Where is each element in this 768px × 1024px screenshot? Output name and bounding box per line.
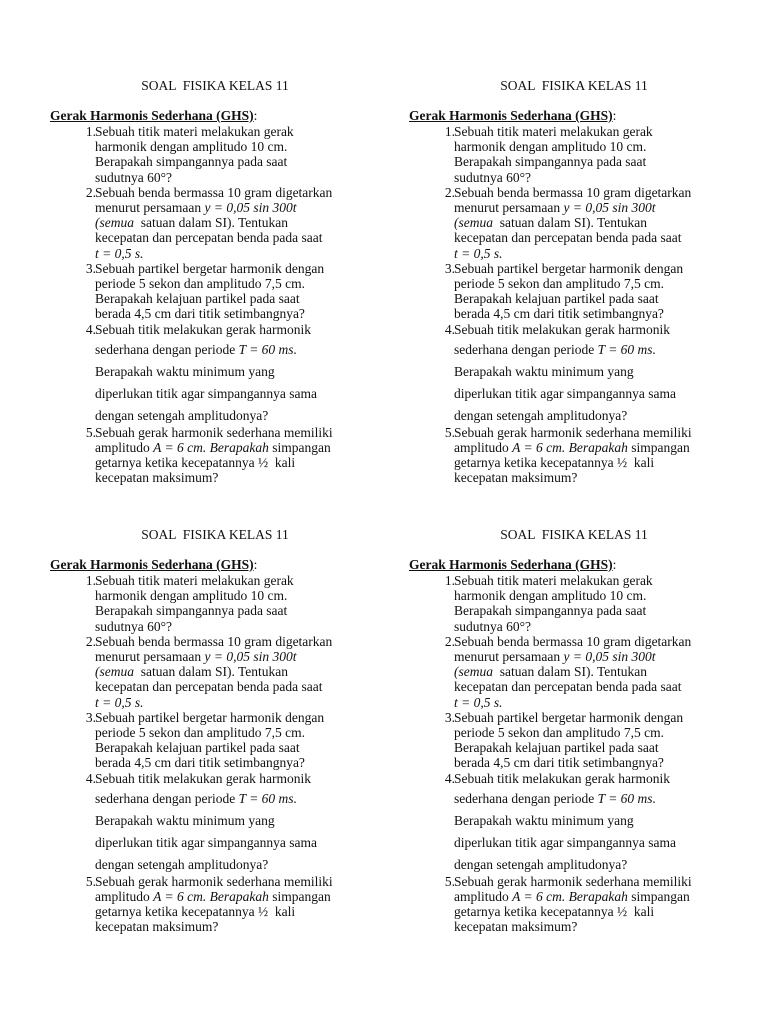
question-text: [454, 710, 738, 771]
question-number: 1.: [444, 124, 455, 139]
question-2: [409, 634, 739, 710]
worksheet-top-right: [409, 78, 739, 486]
question-line: sudutnya 60°?: [95, 618, 173, 634]
question-line: [454, 664, 738, 679]
question-line: Berapakah waktu minimum yang: [454, 363, 634, 379]
question-line: Sebuah titik materi melakukan gerak: [454, 573, 653, 588]
question-line: Sebuah gerak harmonik sederhana memiliki: [454, 424, 692, 440]
question-line: [454, 649, 738, 664]
question-2: [50, 634, 380, 710]
question-text: [454, 634, 738, 710]
question-line-text: satuan dalam SI). Tentukan: [134, 664, 289, 680]
question-line: [95, 889, 379, 904]
question-number: 1.: [444, 573, 455, 588]
question-line-text: menurut persamaan: [95, 649, 205, 665]
question-line: harmonik dengan amplitudo 10 cm.: [454, 588, 647, 604]
question-line: kecepatan dan percepatan benda pada saat: [454, 679, 682, 695]
question-line: Sebuah partikel bergetar harmonik dengan: [95, 709, 325, 725]
question-line: diperlukan titik agar simpangannya sama: [95, 834, 317, 850]
question-line-text: satuan dalam SI). Tentukan: [493, 215, 648, 231]
question-4: [409, 771, 739, 874]
question-list: [50, 124, 380, 486]
section-heading-colon: :: [253, 557, 258, 572]
question-line: berada 4,5 cm dari titik setimbangnya?: [454, 755, 664, 771]
question-number: 5.: [444, 873, 455, 889]
question-number: 5.: [444, 424, 455, 440]
question-text: [454, 124, 738, 185]
question-2: [409, 185, 739, 261]
question-line: Berapakah waktu minimum yang: [454, 812, 634, 828]
question-line: periode 5 sekon dan amplitudo 7,5 cm.: [454, 276, 664, 292]
question-line: getarnya ketika kecepatannya ½ kali: [454, 455, 655, 471]
question-line: [454, 789, 738, 808]
question-line: Berapakah kelajuan partikel pada saat: [95, 740, 300, 756]
question-5: [50, 425, 380, 486]
equation: t = 0,5 s.: [454, 694, 503, 710]
question-number: 3.: [85, 260, 96, 276]
question-line: Berapakah kelajuan partikel pada saat: [454, 740, 659, 756]
question-line-text: simpangan: [627, 889, 690, 905]
question-line: sudutnya 60°?: [454, 169, 532, 185]
question-number: 4.: [444, 770, 455, 786]
question-1: [409, 124, 739, 185]
question-line: harmonik dengan amplitudo 10 cm.: [95, 139, 288, 155]
question-line: Berapakah kelajuan partikel pada saat: [454, 291, 659, 307]
question-line-text: simpangan: [268, 889, 331, 905]
question-number: 4.: [85, 321, 96, 337]
question-number: 1.: [85, 573, 96, 588]
question-text: [95, 322, 379, 425]
question-line: [95, 340, 379, 359]
question-line: Sebuah gerak harmonik sederhana memiliki: [95, 873, 333, 889]
question-line-text: menurut persamaan: [454, 200, 564, 216]
question-line: Sebuah titik materi melakukan gerak: [95, 124, 294, 139]
equation: t = 0,5 s.: [454, 245, 503, 261]
section-heading-colon: :: [612, 557, 617, 572]
question-text: [95, 573, 379, 634]
question-line-text: sederhana dengan periode: [95, 790, 239, 806]
question-line: sudutnya 60°?: [95, 169, 173, 185]
sheet-title: SOAL FISIKA KELAS 11: [141, 78, 289, 93]
question-line: dengan setengah amplitudonya?: [454, 407, 628, 423]
question-text: [95, 710, 379, 771]
question-line-text: simpangan: [268, 440, 331, 456]
question-line: [454, 215, 738, 230]
question-line: [95, 664, 379, 679]
question-5: [409, 425, 739, 486]
question-line: Berapakah simpangannya pada saat: [95, 603, 288, 619]
equation: A = 6 cm. Berapakah: [153, 440, 269, 456]
italic-text: (semua: [454, 215, 493, 231]
equation: T = 60 ms.: [597, 341, 656, 357]
equation: A = 6 cm. Berapakah: [512, 889, 628, 905]
question-1: [50, 124, 380, 185]
question-number: 3.: [444, 709, 455, 725]
question-line: periode 5 sekon dan amplitudo 7,5 cm.: [95, 276, 305, 292]
question-number: 5.: [85, 873, 96, 889]
question-number: 2.: [85, 633, 96, 649]
question-line: Sebuah titik melakukan gerak harmonik: [454, 321, 670, 337]
question-line: Sebuah benda bermassa 10 gram digetarkan: [95, 184, 333, 200]
question-line: Berapakah simpangannya pada saat: [454, 154, 647, 170]
question-line: [95, 440, 379, 455]
question-line: periode 5 sekon dan amplitudo 7,5 cm.: [454, 725, 664, 741]
question-line: [454, 889, 738, 904]
question-list: [50, 573, 380, 935]
question-line: Sebuah gerak harmonik sederhana memiliki: [95, 424, 333, 440]
question-line: Sebuah gerak harmonik sederhana memiliki: [454, 873, 692, 889]
question-3: [50, 710, 380, 771]
question-line: kecepatan maksimum?: [95, 919, 219, 935]
question-line: diperlukan titik agar simpangannya sama: [454, 385, 676, 401]
sheet-title: SOAL FISIKA KELAS 11: [500, 527, 648, 542]
question-line: Sebuah titik melakukan gerak harmonik: [95, 770, 311, 786]
question-line-text: amplitudo: [95, 440, 154, 456]
question-text: [95, 771, 379, 874]
question-line: Berapakah waktu minimum yang: [95, 363, 275, 379]
question-line: berada 4,5 cm dari titik setimbangnya?: [95, 306, 305, 322]
question-5: [409, 874, 739, 935]
equation: t = 0,5 s.: [95, 245, 144, 261]
question-line: berada 4,5 cm dari titik setimbangnya?: [454, 306, 664, 322]
question-line: Sebuah partikel bergetar harmonik dengan: [95, 260, 325, 276]
question-line: dengan setengah amplitudonya?: [454, 856, 628, 872]
question-number: 3.: [444, 260, 455, 276]
question-line-text: amplitudo: [454, 889, 513, 905]
question-line: kecepatan maksimum?: [454, 470, 578, 486]
question-line: harmonik dengan amplitudo 10 cm.: [454, 139, 647, 155]
question-line: diperlukan titik agar simpangannya sama: [454, 834, 676, 850]
question-line: Sebuah titik melakukan gerak harmonik: [454, 770, 670, 786]
question-line-text: amplitudo: [95, 889, 154, 905]
question-4: [50, 322, 380, 425]
question-1: [50, 573, 380, 634]
question-text: [454, 771, 738, 874]
question-number: 1.: [85, 124, 96, 139]
question-line-text: sederhana dengan periode: [95, 341, 239, 357]
question-line: kecepatan maksimum?: [95, 470, 219, 486]
question-line: Sebuah titik materi melakukan gerak: [454, 124, 653, 139]
question-line: Berapakah kelajuan partikel pada saat: [95, 291, 300, 307]
question-line-text: sederhana dengan periode: [454, 790, 598, 806]
question-text: [454, 425, 738, 486]
section-heading: [50, 108, 380, 124]
equation: T = 60 ms.: [238, 790, 297, 806]
section-heading: [409, 108, 739, 124]
equation: t = 0,5 s.: [95, 694, 144, 710]
section-heading-label: Gerak Harmonis Sederhana (GHS): [409, 557, 613, 572]
question-line: Sebuah titik melakukan gerak harmonik: [95, 321, 311, 337]
question-list: [409, 573, 739, 935]
question-line: [454, 340, 738, 359]
question-line: dengan setengah amplitudonya?: [95, 856, 269, 872]
question-line: [95, 789, 379, 808]
question-text: [454, 185, 738, 261]
sheet-title: SOAL FISIKA KELAS 11: [500, 78, 648, 93]
question-line-text: menurut persamaan: [454, 649, 564, 665]
question-line-text: satuan dalam SI). Tentukan: [493, 664, 648, 680]
question-line: getarnya ketika kecepatannya ½ kali: [95, 455, 296, 471]
question-number: 3.: [85, 709, 96, 725]
section-heading: [50, 557, 380, 573]
question-line-text: simpangan: [627, 440, 690, 456]
question-text: [95, 874, 379, 935]
question-line: Berapakah simpangannya pada saat: [95, 154, 288, 170]
equation: y = 0,05 sin 300t: [204, 200, 297, 216]
question-line: kecepatan maksimum?: [454, 919, 578, 935]
question-line: Sebuah benda bermassa 10 gram digetarkan: [454, 633, 692, 649]
question-line: kecepatan dan percepatan benda pada saat: [95, 679, 323, 695]
section-heading: [409, 557, 739, 573]
question-3: [409, 261, 739, 322]
question-4: [409, 322, 739, 425]
question-text: [95, 261, 379, 322]
section-heading-label: Gerak Harmonis Sederhana (GHS): [50, 557, 254, 572]
italic-text: (semua: [95, 664, 134, 680]
italic-text: (semua: [95, 215, 134, 231]
sheet-title: SOAL FISIKA KELAS 11: [141, 527, 289, 542]
question-4: [50, 771, 380, 874]
equation: T = 60 ms.: [597, 790, 656, 806]
equation: y = 0,05 sin 300t: [204, 649, 297, 665]
question-line: [454, 440, 738, 455]
italic-text: (semua: [454, 664, 493, 680]
question-line: Berapakah waktu minimum yang: [95, 812, 275, 828]
question-text: [454, 874, 738, 935]
question-line-text: satuan dalam SI). Tentukan: [134, 215, 289, 231]
question-line-text: amplitudo: [454, 440, 513, 456]
section-heading-colon: :: [612, 108, 617, 123]
question-number: 2.: [444, 184, 455, 200]
question-line: [454, 200, 738, 215]
question-text: [454, 573, 738, 634]
question-line: Sebuah benda bermassa 10 gram digetarkan: [454, 184, 692, 200]
worksheet-bottom-left: [50, 527, 380, 935]
question-line-text: sederhana dengan periode: [454, 341, 598, 357]
question-line: berada 4,5 cm dari titik setimbangnya?: [95, 755, 305, 771]
section-heading-label: Gerak Harmonis Sederhana (GHS): [409, 108, 613, 123]
question-text: [95, 425, 379, 486]
question-line: harmonik dengan amplitudo 10 cm.: [95, 588, 288, 604]
equation: T = 60 ms.: [238, 341, 297, 357]
equation: y = 0,05 sin 300t: [563, 649, 656, 665]
worksheet-top-left: [50, 78, 380, 486]
question-text: [95, 634, 379, 710]
question-line: Sebuah benda bermassa 10 gram digetarkan: [95, 633, 333, 649]
question-text: [95, 124, 379, 185]
equation: A = 6 cm. Berapakah: [153, 889, 269, 905]
question-line: periode 5 sekon dan amplitudo 7,5 cm.: [95, 725, 305, 741]
question-1: [409, 573, 739, 634]
question-line: sudutnya 60°?: [454, 618, 532, 634]
question-line: getarnya ketika kecepatannya ½ kali: [454, 904, 655, 920]
question-3: [409, 710, 739, 771]
question-line: kecepatan dan percepatan benda pada saat: [95, 230, 323, 246]
question-line-text: menurut persamaan: [95, 200, 205, 216]
question-number: 4.: [85, 770, 96, 786]
question-number: 2.: [444, 633, 455, 649]
question-line: getarnya ketika kecepatannya ½ kali: [95, 904, 296, 920]
equation: y = 0,05 sin 300t: [563, 200, 656, 216]
question-5: [50, 874, 380, 935]
question-line: Sebuah titik materi melakukan gerak: [95, 573, 294, 588]
question-number: 2.: [85, 184, 96, 200]
question-line: [95, 215, 379, 230]
equation: A = 6 cm. Berapakah: [512, 440, 628, 456]
section-heading-label: Gerak Harmonis Sederhana (GHS): [50, 108, 254, 123]
question-list: [409, 124, 739, 486]
question-text: [454, 322, 738, 425]
worksheet-bottom-right: [409, 527, 739, 935]
question-line: kecepatan dan percepatan benda pada saat: [454, 230, 682, 246]
question-line: [95, 649, 379, 664]
question-line: Berapakah simpangannya pada saat: [454, 603, 647, 619]
question-line: Sebuah partikel bergetar harmonik dengan: [454, 260, 684, 276]
section-heading-colon: :: [253, 108, 258, 123]
question-2: [50, 185, 380, 261]
question-line: Sebuah partikel bergetar harmonik dengan: [454, 709, 684, 725]
question-line: dengan setengah amplitudonya?: [95, 407, 269, 423]
question-line: diperlukan titik agar simpangannya sama: [95, 385, 317, 401]
question-line: [95, 200, 379, 215]
question-3: [50, 261, 380, 322]
question-text: [95, 185, 379, 261]
question-number: 4.: [444, 321, 455, 337]
question-number: 5.: [85, 424, 96, 440]
question-text: [454, 261, 738, 322]
